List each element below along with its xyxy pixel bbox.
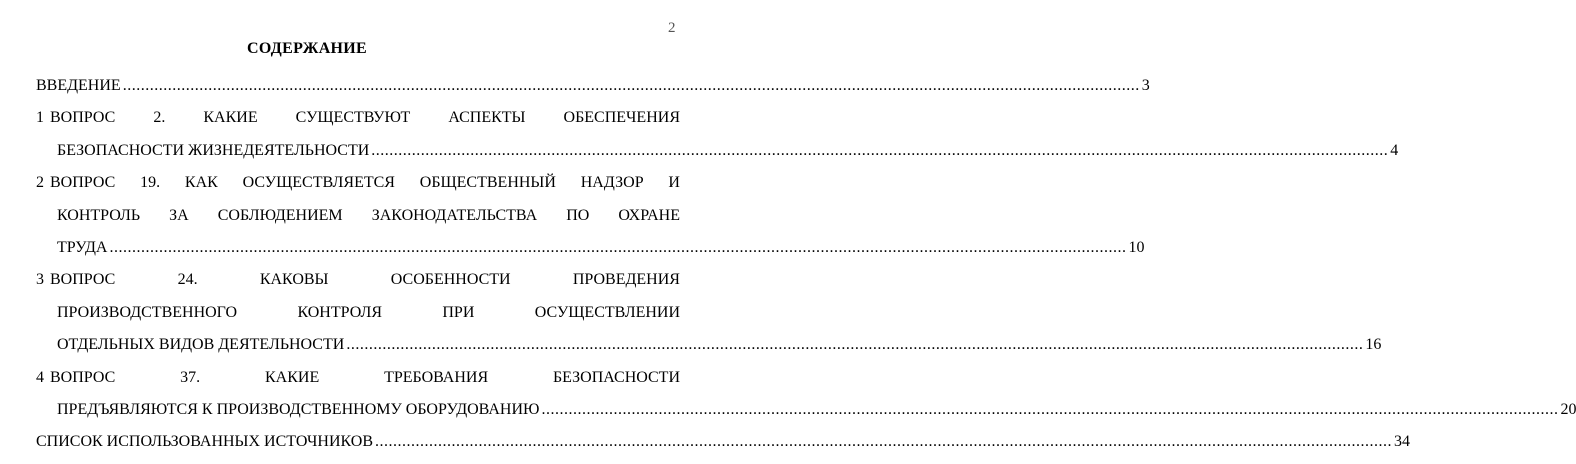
toc-entry-word: АСПЕКТЫ	[448, 109, 526, 127]
dot-leader: ..................................................................................................................................................................................................................................	[375, 433, 1393, 451]
toc-entry-text: ОТДЕЛЬНЫХ ВИДОВ ДЕЯТЕЛЬНОСТИ	[57, 336, 345, 354]
toc-entry-text: БЕЗОПАСНОСТИ ЖИЗНЕДЕЯТЕЛЬНОСТИ	[57, 141, 370, 159]
toc-entry-word: ПРОИЗВОДСТВЕННОГО	[57, 303, 238, 321]
toc-entry-q1-line1[interactable]	[36, 102, 680, 134]
toc-page-number: 20	[1560, 400, 1576, 418]
toc-title: СОДЕРЖАНИЕ	[246, 40, 368, 57]
toc-entry-word: 37.	[180, 368, 201, 386]
toc-entry-word: 24.	[177, 271, 198, 289]
toc-page-number: 34	[1394, 433, 1411, 451]
toc-entry-word: НАДЗОР	[580, 174, 644, 192]
toc-entry-number: 4	[36, 368, 44, 386]
toc-entry-number: 3	[36, 271, 44, 289]
toc-entry-q3-line3[interactable]	[57, 329, 1382, 361]
toc-entry-word: КАКИЕ	[203, 109, 258, 127]
toc-entry-word: ЗА	[169, 206, 189, 224]
toc-entry-q4-line1[interactable]	[36, 362, 680, 394]
toc-entry-word: ОБЕСПЕЧЕНИЯ	[563, 109, 680, 127]
table-of-contents	[36, 70, 1576, 459]
toc-entry-word: ОХРАНЕ	[618, 206, 680, 224]
toc-entry-word: ТРЕБОВАНИЯ	[384, 368, 489, 386]
toc-entry-text: ПРЕДЪЯВЛЯЮТСЯ К ПРОИЗВОДСТВЕННОМУ ОБОРУДОВАНИЮ	[57, 400, 540, 418]
toc-page-number: 4	[1390, 141, 1399, 159]
toc-entry-sources[interactable]	[36, 426, 1411, 458]
toc-entry-word: БЕЗОПАСНОСТИ	[552, 368, 680, 386]
toc-entry-word: КАК	[184, 174, 218, 192]
dot-leader: ..................................................................................................................................................................................................................................	[541, 400, 1559, 418]
toc-entry-word: ОСОБЕННОСТИ	[390, 271, 511, 289]
toc-entry-q3-line2[interactable]	[57, 297, 680, 329]
toc-entry-number: 2	[36, 174, 44, 192]
toc-entry-word: И	[668, 174, 680, 192]
toc-entry-q4-line2[interactable]	[57, 394, 1576, 426]
dot-leader: ..................................................................................................................................................................................................................................	[371, 141, 1389, 159]
toc-page-number: 3	[1141, 77, 1150, 94]
toc-entry-word: 3 ВОПРОС	[36, 271, 116, 289]
dot-leader: ..................................................................................................................................................................................................................................	[122, 77, 1140, 94]
toc-entry-q2-line1[interactable]	[36, 167, 680, 199]
toc-entry-intro[interactable]	[36, 70, 1150, 102]
dot-leader: ..................................................................................................................................................................................................................................	[346, 336, 1364, 354]
toc-entry-word: СОБЛЮДЕНИЕМ	[217, 206, 343, 224]
toc-entry-word: КОНТРОЛЯ	[297, 303, 382, 321]
toc-entry-word: СУЩЕСТВУЮТ	[295, 109, 411, 127]
toc-entry-word: ПРОВЕДЕНИЯ	[572, 271, 680, 289]
dot-leader: ..................................................................................................................................................................................................................................	[109, 238, 1127, 256]
toc-entry-word: ОБЩЕСТВЕННЫЙ	[419, 174, 556, 192]
toc-entry-word: ЗАКОНОДАТЕЛЬСТВА	[371, 206, 538, 224]
toc-entry-word: КАКОВЫ	[259, 271, 329, 289]
toc-entry-q2-line3[interactable]	[57, 232, 1145, 264]
toc-entry-word: КАКИЕ	[264, 368, 320, 386]
toc-entry-number: 1	[36, 109, 44, 127]
toc-entry-word: ОСУЩЕСТВЛЯЕТСЯ	[242, 174, 395, 192]
toc-page-number: 10	[1128, 238, 1145, 256]
toc-entry-q2-line2[interactable]	[57, 200, 680, 232]
toc-entry-word: 2.	[153, 109, 166, 127]
toc-entry-word: ПРИ	[442, 303, 475, 321]
toc-entry-word: ОСУЩЕСТВЛЕНИИ	[534, 303, 680, 321]
page-number: 2	[668, 20, 676, 36]
toc-entry-text: ВВЕДЕНИЕ	[36, 77, 121, 94]
toc-entry-word: 19.	[140, 174, 161, 192]
toc-entry-q3-line1[interactable]	[36, 264, 680, 296]
toc-entry-word: 2 ВОПРОС	[36, 174, 116, 192]
toc-entry-word: 1 ВОПРОС	[36, 109, 116, 127]
toc-entry-word: 4 ВОПРОС	[36, 368, 116, 386]
toc-entry-q1-line2[interactable]	[57, 135, 1399, 167]
toc-entry-word: ПО	[566, 206, 590, 224]
toc-entry-text: СПИСОК ИСПОЛЬЗОВАННЫХ ИСТОЧНИКОВ	[36, 433, 374, 451]
toc-page-number: 16	[1365, 336, 1382, 354]
toc-entry-text: ТРУДА	[57, 238, 108, 256]
toc-entry-word: КОНТРОЛЬ	[57, 206, 141, 224]
